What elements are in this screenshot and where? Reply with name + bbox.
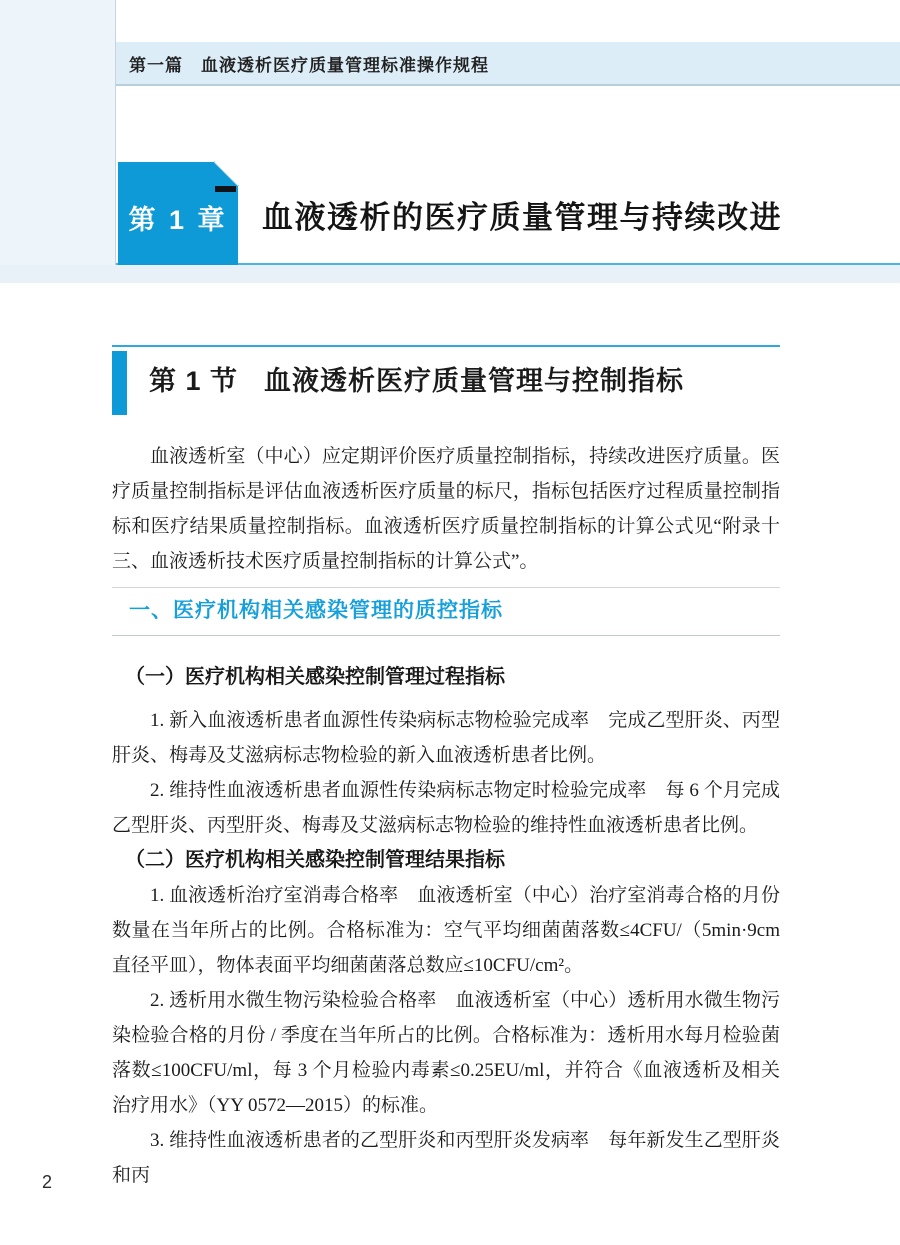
page-fold-bar <box>215 186 236 192</box>
section-title-text: 血液透析医疗质量管理与控制指标 <box>264 366 685 396</box>
page-fold-icon <box>214 162 238 186</box>
part2-heading: （二）医疗机构相关感染控制管理结果指标 <box>125 849 505 871</box>
part2-item-3: 3. 维持性血液透析患者的乙型肝炎和丙型肝炎发病率 每年新发生乙型肝炎和丙 <box>112 1130 780 1186</box>
subsection-heading-block <box>112 587 780 636</box>
running-header-text: 第一篇 血液透析医疗质量管理标准操作规程 <box>129 55 489 75</box>
page-margin-tint <box>0 0 115 283</box>
part1-heading: （一）医疗机构相关感染控制管理过程指标 <box>125 666 505 688</box>
section-label: 第 1 节 <box>149 366 239 396</box>
part2-item-1: 1. 血液透析治疗室消毒合格率 血液透析室（中心）治疗室消毒合格的月份数量在当年所占的比例。合格标准为：空气平均细菌菌落数≤4CFU/（5min·9cm 直径平皿），物体表面平均细菌菌落总数应≤10CFU/cm²。 <box>112 885 780 976</box>
page-body <box>112 439 780 1193</box>
page-number: 2 <box>42 1172 53 1192</box>
section-title <box>149 359 780 398</box>
running-header <box>116 42 900 86</box>
intro-paragraph: 血液透析室（中心）应定期评价医疗质量控制指标，持续改进医疗质量。医疗质量控制指标是评估血液透析医疗质量的标尺，指标包括医疗过程质量控制指标和医疗结果质量控制指标。血液透析医疗质量控制指标的计算公式见“附录十三、血液透析技术医疗质量控制指标的计算公式”。 <box>112 446 780 572</box>
part1-item-2: 2. 维持性血液透析患者血源性传染病标志物定时检验完成率 每 6 个月完成乙型肝炎、丙型肝炎、梅毒及艾滋病标志物检验的维持性血液透析患者比例。 <box>112 780 780 836</box>
part1-item-1: 1. 新入血液透析患者血源性传染病标志物检验完成率 完成乙型肝炎、丙型肝炎、梅毒及艾滋病标志物检验的新入血液透析患者比例。 <box>112 710 780 766</box>
part2-item-2: 2. 透析用水微生物污染检验合格率 血液透析室（中心）透析用水微生物污染检验合格的月份 / 季度在当年所占的比例。合格标准为：透析用水每月检验菌落数≤100CFU/ml，每 3 个月检验内毒素≤0.25EU/ml，并符合《血液透析及相关治疗用水》（YY 0572—2015）的标准。 <box>112 990 780 1116</box>
chapter-badge-label: 第 1 章 <box>128 205 228 235</box>
page-margin-divider <box>115 0 116 266</box>
section-heading <box>112 345 780 398</box>
chapter-title: 血液透析的医疗质量管理与持续改进 <box>262 200 782 235</box>
chapter-badge <box>118 162 238 265</box>
chapter-banner-band <box>0 265 900 283</box>
section-marker-bar <box>112 351 127 415</box>
subsection-heading: 一、医疗机构相关感染管理的质控指标 <box>129 599 503 622</box>
